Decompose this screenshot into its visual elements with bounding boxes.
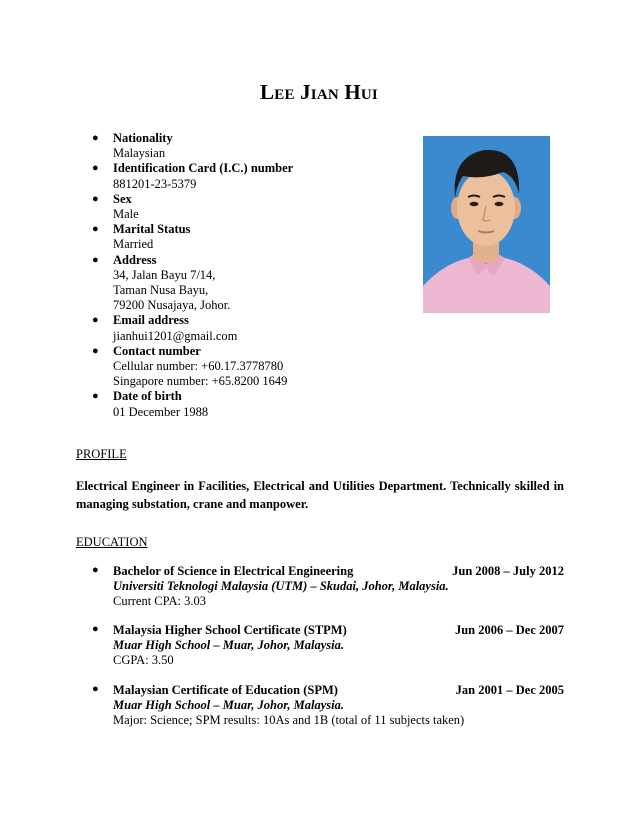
- detail-item-marital-status: [92, 222, 412, 252]
- education-degree: Malaysia Higher School Certificate (STPM): [113, 623, 347, 637]
- detail-label: Nationality: [113, 131, 173, 145]
- detail-label: Identification Card (I.C.) number: [113, 161, 294, 176]
- detail-label: Date of birth: [113, 389, 182, 404]
- detail-value: 01 December 1988: [113, 404, 209, 419]
- education-dates: Jun 2008 – July 2012: [452, 564, 564, 578]
- profile-photo: [423, 136, 550, 313]
- education-degree: Bachelor of Science in Electrical Engineering: [113, 564, 354, 578]
- education-item: [92, 564, 564, 610]
- resume-title: Lee Jian Hui: [260, 80, 378, 104]
- education-dates: Jun 2006 – Dec 2007: [454, 623, 564, 637]
- education-school: Muar High School – Muar, Johor, Malaysia.: [113, 698, 344, 713]
- personal-details-list: [92, 131, 412, 420]
- contact-line: Singapore number: +65.8200 1649: [113, 374, 288, 389]
- bullet-icon: ●: [92, 623, 99, 635]
- profile-heading: PROFILE: [76, 447, 127, 461]
- education-item: [92, 623, 564, 669]
- detail-item-email: [92, 313, 412, 343]
- detail-label: Sex: [113, 191, 132, 206]
- portrait-image: [423, 136, 550, 313]
- contact-line: Cellular number: +60.17.3778780: [113, 359, 284, 374]
- detail-item-contact: [92, 344, 412, 390]
- education-note: CGPA: 3.50: [113, 653, 174, 668]
- email-value[interactable]: jianhui1201@gmail.com: [113, 328, 238, 343]
- education-school: Muar High School – Muar, Johor, Malaysia.: [113, 638, 344, 653]
- profile-summary: Electrical Engineer in Facilities, Electrical and Utilities Department. Technically skilled in managing substation, crane and manpower.: [76, 479, 564, 511]
- detail-item-nationality: [92, 131, 412, 161]
- bullet-icon: ●: [92, 390, 99, 403]
- education-heading: EDUCATION: [76, 535, 148, 549]
- education-note: Current CPA: 3.03: [113, 594, 206, 609]
- bullet-icon: ●: [92, 132, 99, 144]
- address-line: Taman Nusa Bayu,: [113, 283, 209, 298]
- bullet-icon: ●: [92, 192, 99, 205]
- education-dates: Jan 2001 – Dec 2005: [455, 683, 564, 697]
- detail-item-ic-number: [92, 161, 412, 191]
- address-line: 79200 Nusajaya, Johor.: [113, 298, 231, 313]
- address-line: 34, Jalan Bayu 7/14,: [113, 267, 216, 282]
- detail-item-sex: [92, 192, 412, 222]
- detail-label: Email address: [113, 313, 189, 328]
- bullet-icon: ●: [92, 564, 99, 576]
- detail-value: 881201-23-5379: [113, 176, 197, 191]
- detail-item-address: [92, 253, 412, 314]
- bullet-icon: ●: [92, 223, 99, 236]
- education-item: [92, 683, 564, 729]
- detail-label: Address: [113, 252, 157, 267]
- bullet-icon: ●: [92, 253, 99, 266]
- bullet-icon: ●: [92, 314, 99, 327]
- bullet-icon: ●: [92, 162, 99, 175]
- detail-label: Marital Status: [113, 222, 191, 237]
- education-degree: Malaysian Certificate of Education (SPM): [113, 683, 338, 697]
- detail-value: Malaysian: [113, 146, 166, 161]
- bullet-icon: ●: [92, 683, 99, 695]
- bullet-icon: ●: [92, 344, 99, 357]
- detail-label: Contact number: [113, 343, 201, 358]
- detail-value: Male: [113, 207, 139, 222]
- education-school: Universiti Teknologi Malaysia (UTM) – Skudai, Johor, Malaysia.: [113, 579, 449, 594]
- detail-value: Married: [113, 237, 154, 252]
- detail-item-date-of-birth: [92, 389, 412, 419]
- education-note: Major: Science; SPM results: 10As and 1B (total of 11 subjects taken): [113, 713, 465, 728]
